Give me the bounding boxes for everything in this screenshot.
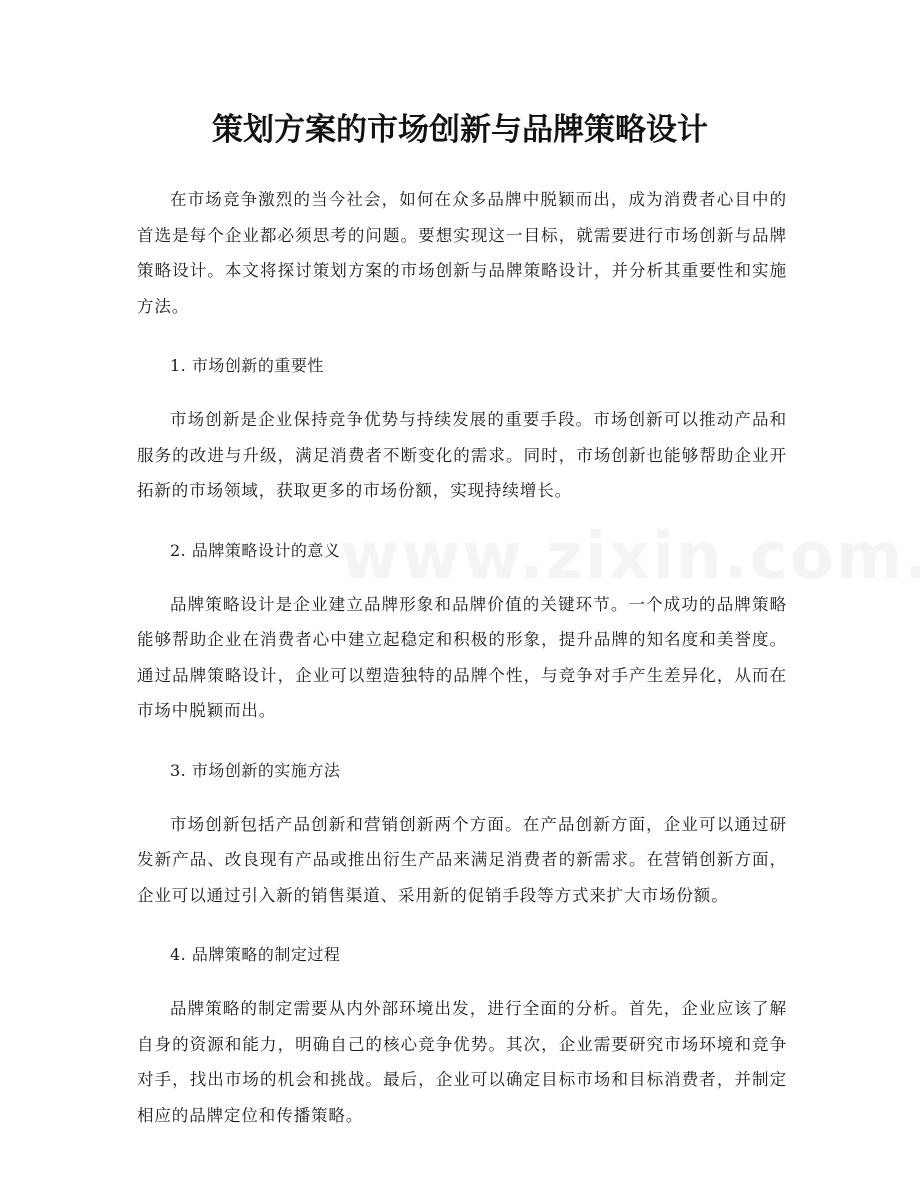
section-body-4: 品牌策略的制定需要从内外部环境出发，进行全面的分析。首先，企业应该了解自身的资源和能力，明确自己的核心竞争优势。其次，企业需要研究市场环境和竞争对手，找出市场的机会和挑战。最后，企业可以确定目标市场和目标消费者，并制定相应的品牌定位和传播策略。 (137, 999, 787, 1125)
section-heading-4: 4. 品牌策略的制定过程 (170, 945, 341, 964)
section-heading-3: 3. 市场创新的实施方法 (170, 760, 341, 780)
document-title: 策划方案的市场创新与品牌策略设计 (212, 112, 708, 148)
section-body-1: 市场创新是企业保持竞争优势与持续发展的重要手段。市场创新可以推动产品和服务的改进与升级，满足消费者不断变化的需求。同时，市场创新也能够帮助企业开拓新的市场领域，获取更多的市场份额，实现持续增长。 (137, 410, 787, 500)
section-body-2: 品牌策略设计是企业建立品牌形象和品牌价值的关键环节。一个成功的品牌策略能够帮助企业在消费者心中建立起稳定和积极的形象，提升品牌的知名度和美誉度。通过品牌策略设计，企业可以塑造独特的品牌个性，与竞争对手产生差异化，从而在市场中脱颖而出。 (137, 594, 787, 720)
document-body (137, 182, 787, 1160)
section-heading-2: 2. 品牌策略设计的意义 (170, 540, 341, 560)
intro-paragraph: 在市场竞争激烈的当今社会，如何在众多品牌中脱颖而出，成为消费者心目中的首选是每个企业都必须思考的问题。要想实现这一目标，就需要进行市场创新与品牌策略设计。本文将探讨策划方案的市场创新与品牌策略设计，并分析其重要性和实施方法。 (137, 190, 787, 316)
section-body-3: 市场创新包括产品创新和营销创新两个方面。在产品创新方面，企业可以通过研发新产品、改良现有产品或推出衍生产品来满足消费者的新需求。在营销创新方面，企业可以通过引入新的销售渠道、采用新的促销手段等方式来扩大市场份额。 (137, 814, 787, 905)
section-heading-1: 1. 市场创新的重要性 (170, 356, 324, 375)
